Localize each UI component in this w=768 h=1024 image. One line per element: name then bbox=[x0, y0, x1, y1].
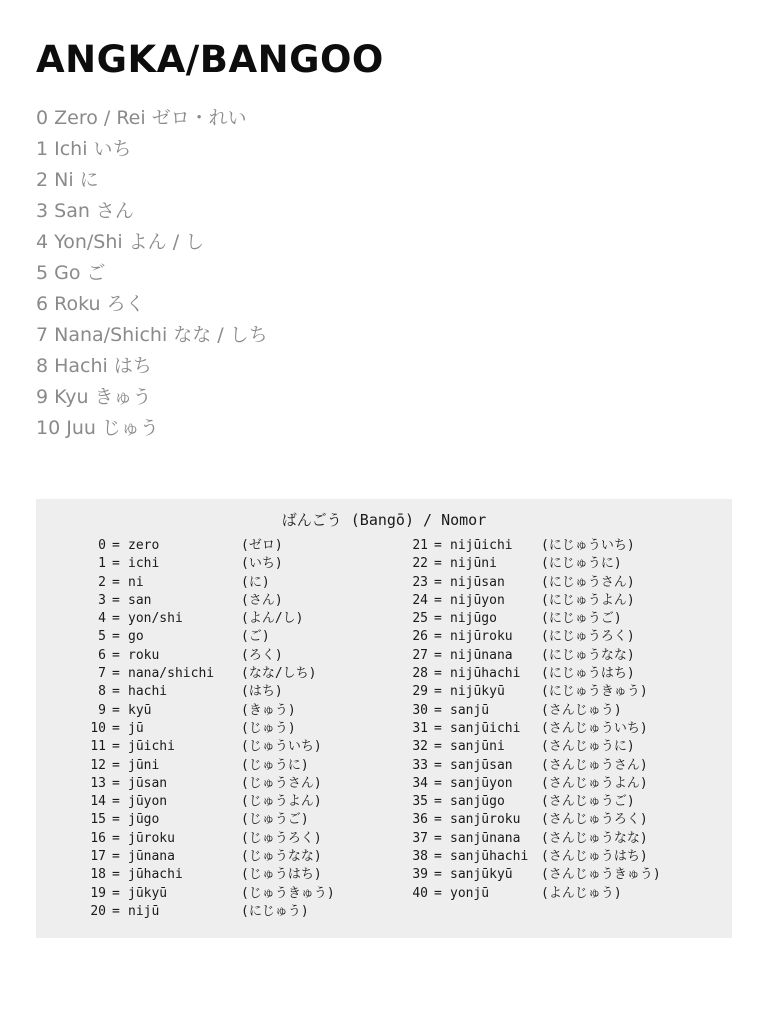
table-equals: = bbox=[112, 538, 120, 553]
table-romaji: sanjūroku bbox=[450, 812, 521, 828]
page-title: ANGKA/BANGOO bbox=[36, 38, 384, 81]
table-kana: (にじゅう) bbox=[241, 903, 309, 919]
table-romaji: hachi bbox=[128, 684, 168, 700]
table-number: 10 bbox=[90, 720, 106, 736]
table-equals: = bbox=[434, 794, 442, 810]
table-number: 25 bbox=[412, 611, 428, 627]
table-romaji: jūhachi bbox=[128, 867, 183, 883]
number-kana: よん / し bbox=[128, 231, 205, 253]
table-number: 16 bbox=[90, 830, 106, 846]
table-kana: (じゅうきゅう) bbox=[241, 885, 335, 901]
table-romaji: nijūgo bbox=[450, 611, 497, 627]
table-romaji: sanjūhachi bbox=[450, 849, 529, 865]
table-number: 22 bbox=[412, 556, 428, 572]
number-label: 4 Yon/Shi bbox=[36, 231, 123, 253]
table-romaji: nijūroku bbox=[450, 629, 513, 645]
table-romaji: sanjūni bbox=[450, 739, 505, 755]
table-equals: = bbox=[112, 830, 120, 846]
table-equals: = bbox=[112, 885, 120, 901]
table-number: 4 bbox=[98, 611, 106, 627]
table-equals: = bbox=[112, 574, 120, 590]
table-number: 23 bbox=[412, 574, 428, 590]
table-kana: (さん) bbox=[241, 592, 283, 608]
table-equals: = bbox=[434, 666, 442, 682]
table-number: 20 bbox=[90, 903, 106, 919]
table-equals: = bbox=[112, 867, 120, 883]
table-equals: = bbox=[112, 684, 120, 700]
number-kana: さん bbox=[95, 200, 134, 222]
table-number: 17 bbox=[90, 849, 106, 865]
table-number: 3 bbox=[98, 592, 106, 608]
table-romaji: sanjū bbox=[450, 702, 490, 718]
table-kana: (にじゅうきゅう) bbox=[541, 684, 648, 700]
table-equals: = bbox=[434, 647, 442, 663]
table-romaji: jūni bbox=[128, 757, 160, 773]
table-romaji: roku bbox=[128, 647, 160, 663]
table-kana: (にじゅういち) bbox=[541, 538, 635, 553]
table-kana: (きゅう) bbox=[241, 702, 296, 718]
table-number: 27 bbox=[412, 647, 428, 663]
table-kana: (さんじゅうご) bbox=[541, 794, 635, 810]
table-number: 35 bbox=[412, 794, 428, 810]
list-item bbox=[36, 165, 268, 196]
table-equals: = bbox=[112, 739, 120, 755]
table-kana: (じゅうご) bbox=[241, 812, 309, 828]
table-kana: (さんじゅう) bbox=[541, 702, 622, 718]
number-label: 10 Juu bbox=[36, 417, 96, 439]
table-kana: (さんじゅういち) bbox=[541, 720, 648, 736]
table-number: 30 bbox=[412, 702, 428, 718]
table-number: 1 bbox=[98, 556, 106, 572]
table-romaji: go bbox=[128, 629, 144, 645]
table-kana: (さんじゅうきゅう) bbox=[541, 867, 661, 883]
number-kana: なな / しち bbox=[173, 324, 268, 346]
table-romaji: zero bbox=[128, 538, 160, 553]
table-equals: = bbox=[112, 666, 120, 682]
list-item bbox=[36, 196, 268, 227]
table-kana: (さんじゅうよん) bbox=[541, 775, 648, 791]
table-romaji: jūyon bbox=[128, 794, 168, 810]
table-equals: = bbox=[112, 775, 120, 791]
table-number: 39 bbox=[412, 867, 428, 883]
table-romaji: jūroku bbox=[128, 830, 175, 846]
table-number: 24 bbox=[412, 592, 428, 608]
table-number: 33 bbox=[412, 757, 428, 773]
table-number: 2 bbox=[98, 574, 106, 590]
number-label: 8 Hachi bbox=[36, 355, 108, 377]
table-equals: = bbox=[434, 867, 442, 883]
number-label: 9 Kyu bbox=[36, 386, 89, 408]
table-equals: = bbox=[434, 538, 442, 553]
table-kana: (さんじゅうさん) bbox=[541, 757, 648, 773]
number-kana: ろく bbox=[106, 293, 145, 315]
number-list bbox=[36, 103, 268, 444]
table-kana: (さんじゅうに) bbox=[541, 739, 635, 755]
table-number: 26 bbox=[412, 629, 428, 645]
table-romaji: yon/shi bbox=[128, 611, 183, 627]
table-equals: = bbox=[112, 849, 120, 865]
table-romaji: nijūsan bbox=[450, 574, 505, 590]
table-equals: = bbox=[434, 775, 442, 791]
table-romaji: jūkyū bbox=[128, 885, 168, 901]
table-number: 38 bbox=[412, 849, 428, 865]
table-equals: = bbox=[112, 647, 120, 663]
table-kana: (はち) bbox=[241, 684, 283, 700]
number-kana: ご bbox=[86, 262, 106, 284]
table-kana: (さんじゅうろく) bbox=[541, 812, 648, 828]
table-romaji: sanjūnana bbox=[450, 830, 521, 846]
table-kana: (よん/し) bbox=[241, 611, 304, 627]
table-kana: (にじゅうよん) bbox=[541, 592, 635, 608]
number-label: 3 San bbox=[36, 200, 90, 222]
table-equals: = bbox=[112, 794, 120, 810]
list-item bbox=[36, 413, 268, 444]
table-equals: = bbox=[434, 702, 442, 718]
table-number: 19 bbox=[90, 885, 106, 901]
list-item bbox=[36, 258, 268, 289]
table-equals: = bbox=[434, 684, 442, 700]
number-label: 6 Roku bbox=[36, 293, 101, 315]
table-number: 31 bbox=[412, 720, 428, 736]
table-romaji: nijūichi bbox=[450, 538, 513, 553]
table-equals: = bbox=[434, 720, 442, 736]
list-item bbox=[36, 103, 268, 134]
table-kana: (にじゅうはち) bbox=[541, 666, 635, 682]
table-number: 40 bbox=[412, 885, 428, 901]
table-equals: = bbox=[434, 592, 442, 608]
table-number: 15 bbox=[90, 812, 106, 828]
table-kana: (にじゅうに) bbox=[541, 556, 622, 572]
table-kana: (よんじゅう) bbox=[541, 885, 622, 901]
table-kana: (ろく) bbox=[241, 647, 283, 663]
table-kana: (じゅうはち) bbox=[241, 867, 322, 883]
table-kana: (にじゅうろく) bbox=[541, 629, 635, 645]
table-equals: = bbox=[112, 556, 120, 572]
number-kana: じゅう bbox=[101, 417, 159, 439]
list-item bbox=[36, 351, 268, 382]
table-romaji: ni bbox=[128, 574, 144, 590]
table-equals: = bbox=[112, 702, 120, 718]
number-kana: きゅう bbox=[94, 386, 152, 408]
table-equals: = bbox=[112, 720, 120, 736]
table-number: 6 bbox=[98, 647, 106, 663]
table-kana: (に) bbox=[241, 574, 270, 590]
table-number: 12 bbox=[90, 757, 106, 773]
table-kana: (にじゅうご) bbox=[541, 611, 622, 627]
table-equals: = bbox=[434, 757, 442, 773]
table-kana: (さんじゅうなな) bbox=[541, 830, 648, 846]
table-romaji: sanjūkyū bbox=[450, 867, 513, 883]
table-romaji: nijūhachi bbox=[450, 666, 521, 682]
table-number: 29 bbox=[412, 684, 428, 700]
table-equals: = bbox=[434, 830, 442, 846]
number-label: 7 Nana/Shichi bbox=[36, 324, 168, 346]
table-romaji: sanjūgo bbox=[450, 794, 505, 810]
table-romaji: nana/shichi bbox=[128, 666, 215, 682]
table-kana: (にじゅうさん) bbox=[541, 574, 635, 590]
table-kana: (じゅうに) bbox=[241, 757, 309, 773]
table-equals: = bbox=[112, 757, 120, 773]
list-item bbox=[36, 227, 268, 258]
table-romaji: jūgo bbox=[128, 812, 160, 828]
table-romaji: nijūkyū bbox=[450, 684, 505, 700]
table-equals: = bbox=[434, 849, 442, 865]
table-equals: = bbox=[434, 556, 442, 572]
table-equals: = bbox=[112, 592, 120, 608]
table-number: 14 bbox=[90, 794, 106, 810]
table-kana: (ご) bbox=[241, 629, 270, 645]
table-number: 34 bbox=[412, 775, 428, 791]
table-romaji: nijūnana bbox=[450, 647, 513, 663]
table-romaji: ichi bbox=[128, 556, 160, 572]
table-equals: = bbox=[112, 812, 120, 828]
table-romaji: nijūyon bbox=[450, 592, 505, 608]
table-kana: (なな/しち) bbox=[241, 666, 317, 682]
table-equals: = bbox=[112, 903, 120, 919]
number-kana: に bbox=[79, 169, 99, 191]
number-kana: いち bbox=[93, 138, 132, 160]
table-number: 28 bbox=[412, 666, 428, 682]
number-kana: ゼロ・れい bbox=[151, 107, 247, 129]
table-number: 36 bbox=[412, 812, 428, 828]
number-table-image bbox=[36, 499, 732, 938]
table-kana: (じゅういち) bbox=[241, 739, 322, 755]
table-kana: (ゼロ) bbox=[241, 538, 283, 553]
list-item bbox=[36, 289, 268, 320]
number-label: 2 Ni bbox=[36, 169, 74, 191]
table-kana: (じゅうなな) bbox=[241, 849, 322, 865]
table-romaji: nijū bbox=[128, 903, 160, 919]
table-romaji: jū bbox=[128, 720, 144, 736]
table-romaji: nijūni bbox=[450, 556, 497, 572]
table-equals: = bbox=[434, 812, 442, 828]
table-romaji: kyū bbox=[128, 702, 152, 718]
table-romaji: san bbox=[128, 592, 152, 608]
list-item bbox=[36, 320, 268, 351]
table-romaji: sanjūyon bbox=[450, 775, 513, 791]
table-number: 0 bbox=[98, 538, 106, 553]
table-number: 18 bbox=[90, 867, 106, 883]
table-romaji: sanjūsan bbox=[450, 757, 513, 773]
table-kana: (さんじゅうはち) bbox=[541, 849, 648, 865]
table-kana: (じゅうろく) bbox=[241, 830, 322, 846]
table-kana: (じゅう) bbox=[241, 720, 296, 736]
table-kana: (にじゅうなな) bbox=[541, 647, 635, 663]
table-equals: = bbox=[434, 611, 442, 627]
table-equals: = bbox=[434, 885, 442, 901]
number-kana: はち bbox=[113, 355, 152, 377]
number-label: 5 Go bbox=[36, 262, 81, 284]
table-number: 9 bbox=[98, 702, 106, 718]
table-number: 8 bbox=[98, 684, 106, 700]
table-number: 7 bbox=[98, 666, 106, 682]
table-romaji: jūsan bbox=[128, 775, 168, 791]
table-equals: = bbox=[434, 574, 442, 590]
list-item bbox=[36, 134, 268, 165]
table-equals: = bbox=[434, 739, 442, 755]
table-number: 5 bbox=[98, 629, 106, 645]
table-romaji: yonjū bbox=[450, 885, 490, 901]
table-kana: (いち) bbox=[241, 556, 283, 572]
table-romaji: sanjūichi bbox=[450, 720, 521, 736]
table-title: ばんごう (Bangō) / Nomor bbox=[281, 511, 487, 529]
table-equals: = bbox=[112, 629, 120, 645]
table-number: 37 bbox=[412, 830, 428, 846]
table-romaji: jūnana bbox=[128, 849, 175, 865]
list-item bbox=[36, 382, 268, 413]
table-number: 32 bbox=[412, 739, 428, 755]
number-label: 1 Ichi bbox=[36, 138, 88, 160]
table-number: 13 bbox=[90, 775, 106, 791]
table-romaji: jūichi bbox=[128, 739, 175, 755]
table-equals: = bbox=[434, 629, 442, 645]
table-number: 21 bbox=[412, 538, 428, 553]
table-equals: = bbox=[112, 611, 120, 627]
number-label: 0 Zero / Rei bbox=[36, 107, 146, 129]
table-kana: (じゅうよん) bbox=[241, 794, 322, 810]
table-kana: (じゅうさん) bbox=[241, 775, 322, 791]
table-number: 11 bbox=[90, 739, 106, 755]
